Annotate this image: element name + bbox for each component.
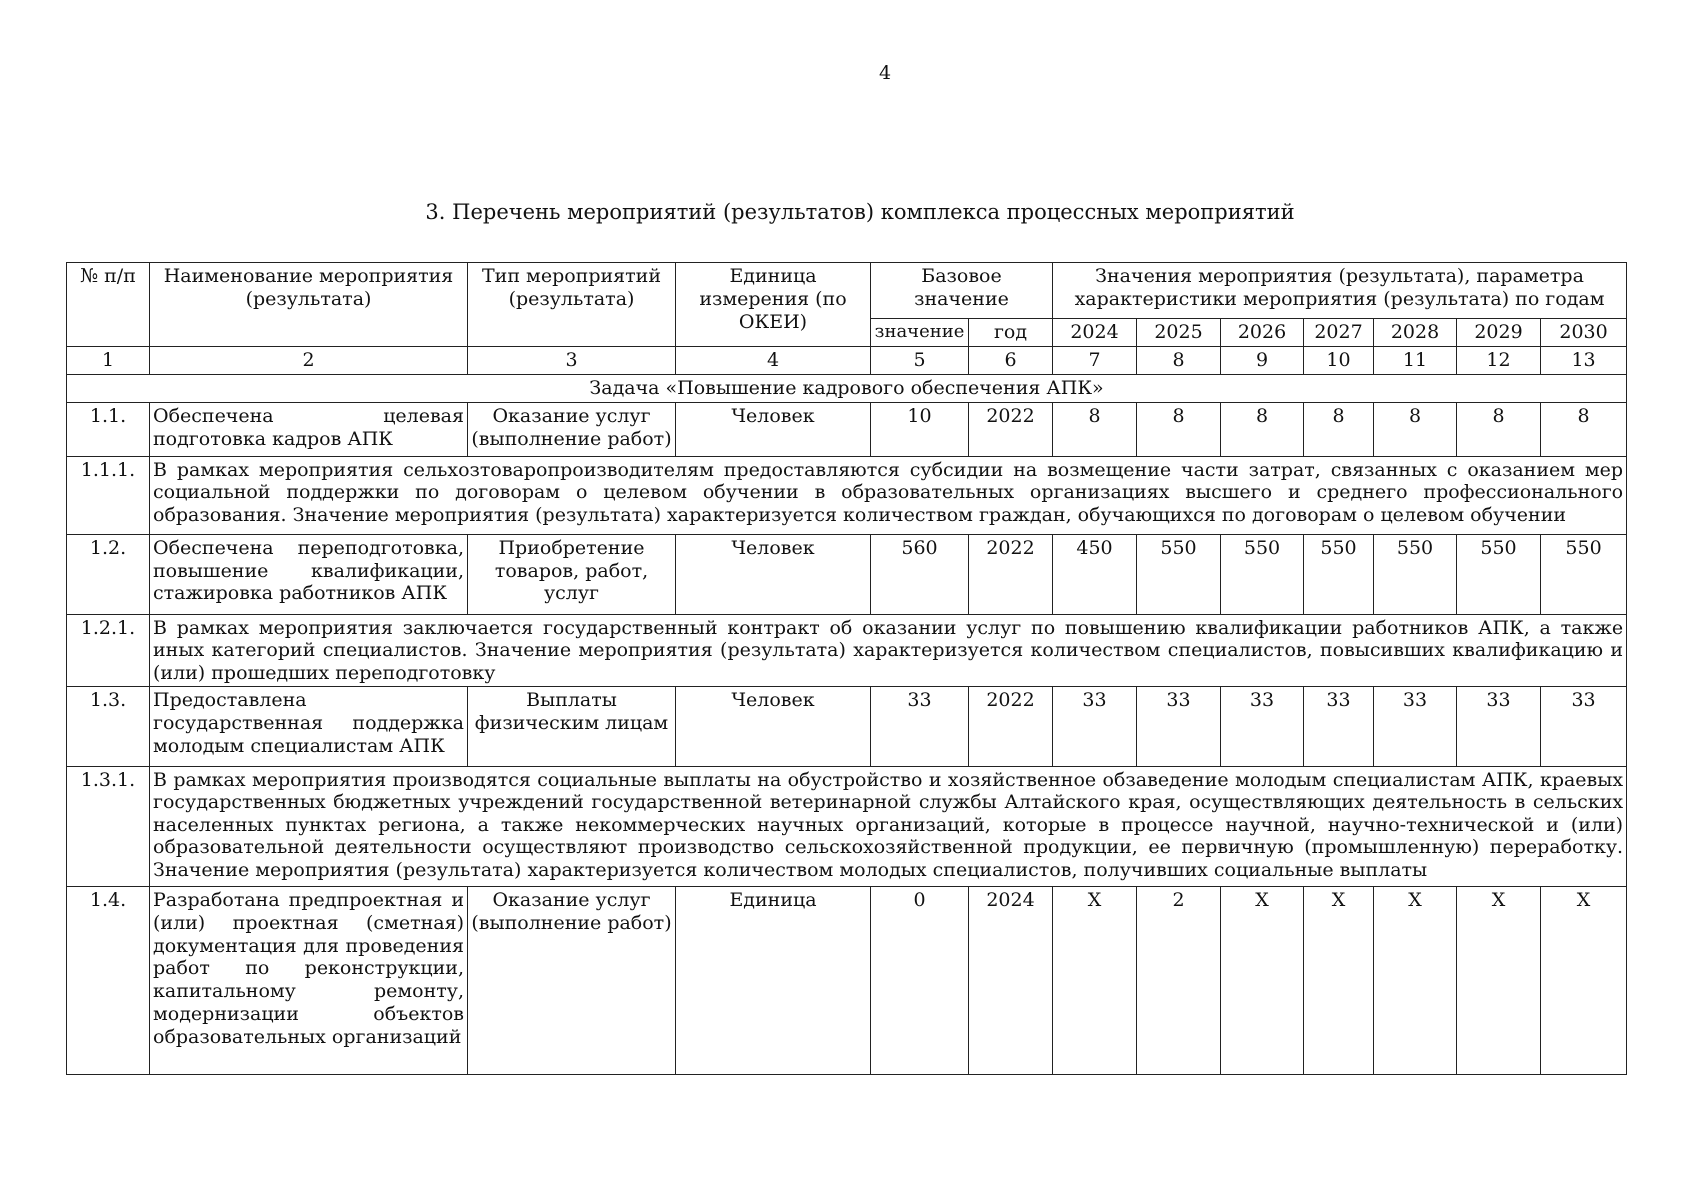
row-value: 8	[1541, 402, 1627, 456]
header-base-value: значение	[871, 319, 969, 347]
row-value: 8	[1053, 402, 1137, 456]
row-value: 8	[1304, 402, 1374, 456]
desc-num: 1.1.1.	[67, 456, 150, 534]
row-unit: Единица	[676, 887, 871, 1075]
row-value: 450	[1053, 534, 1137, 614]
row-value: 33	[1221, 687, 1304, 767]
row-value: 8	[1457, 402, 1541, 456]
row-base-value: 33	[871, 687, 969, 767]
header-year: 2027	[1304, 319, 1374, 347]
row-value: 33	[1374, 687, 1457, 767]
header-unit: Единица измерения (по ОКЕИ)	[676, 263, 871, 347]
task-heading: Задача «Повышение кадрового обеспечения АПК»	[67, 375, 1627, 403]
row-num: 1.4.	[67, 887, 150, 1075]
header-year: 2024	[1053, 319, 1137, 347]
row-value: 8	[1137, 402, 1221, 456]
row-base-value: 10	[871, 402, 969, 456]
description-row	[67, 456, 1627, 534]
row-value: 550	[1304, 534, 1374, 614]
header-year: 2026	[1221, 319, 1304, 347]
header-year: 2028	[1374, 319, 1457, 347]
column-number: 5	[871, 347, 969, 375]
table-row	[67, 534, 1627, 614]
column-number: 3	[468, 347, 676, 375]
column-number: 6	[969, 347, 1053, 375]
row-type: Выплаты физическим лицам	[468, 687, 676, 767]
row-unit: Человек	[676, 687, 871, 767]
row-type: Оказание услуг (выполнение работ)	[468, 402, 676, 456]
column-number: 13	[1541, 347, 1627, 375]
row-base-value: 0	[871, 887, 969, 1075]
header-year: 2029	[1457, 319, 1541, 347]
page-number: 4	[878, 62, 892, 84]
row-num: 1.2.	[67, 534, 150, 614]
column-number: 1	[67, 347, 150, 375]
row-type: Приобретение товаров, работ, услуг	[468, 534, 676, 614]
header-base-year: год	[969, 319, 1053, 347]
column-number: 2	[150, 347, 468, 375]
column-number: 9	[1221, 347, 1304, 375]
row-value: 33	[1541, 687, 1627, 767]
table-row	[67, 402, 1627, 456]
activities-table	[66, 262, 1627, 1075]
desc-num: 1.3.1.	[67, 767, 150, 887]
row-value: 550	[1374, 534, 1457, 614]
row-type: Оказание услуг (выполнение работ)	[468, 887, 676, 1075]
header-num: № п/п	[67, 263, 150, 347]
header-name: Наименование мероприятия (результата)	[150, 263, 468, 347]
row-value: X	[1221, 887, 1304, 1075]
header-base: Базовое значение	[871, 263, 1053, 319]
row-unit: Человек	[676, 402, 871, 456]
column-number: 10	[1304, 347, 1374, 375]
table-row	[67, 687, 1627, 767]
row-num: 1.1.	[67, 402, 150, 456]
column-number: 11	[1374, 347, 1457, 375]
row-value: X	[1053, 887, 1137, 1075]
row-base-year: 2024	[969, 887, 1053, 1075]
column-number: 7	[1053, 347, 1137, 375]
row-base-value: 560	[871, 534, 969, 614]
column-number: 8	[1137, 347, 1221, 375]
row-name: Обеспечена переподготовка, повышение квалификации, стажировка работников АПК	[150, 534, 468, 614]
row-value: 2	[1137, 887, 1221, 1075]
row-num: 1.3.	[67, 687, 150, 767]
description-row	[67, 767, 1627, 887]
row-base-year: 2022	[969, 687, 1053, 767]
row-value: 8	[1374, 402, 1457, 456]
row-name: Предоставлена государственная поддержка молодым специалистам АПК	[150, 687, 468, 767]
row-value: 33	[1053, 687, 1137, 767]
row-value: 550	[1221, 534, 1304, 614]
row-base-year: 2022	[969, 534, 1053, 614]
row-unit: Человек	[676, 534, 871, 614]
row-value: 550	[1137, 534, 1221, 614]
header-values: Значения мероприятия (результата), параметра характеристики мероприятия (результата) по годам	[1053, 263, 1627, 319]
column-number: 4	[676, 347, 871, 375]
header-year: 2030	[1541, 319, 1627, 347]
section-title: 3. Перечень мероприятий (результатов) комплекса процессных мероприятий	[425, 200, 1295, 224]
row-value: X	[1304, 887, 1374, 1075]
row-value: 33	[1304, 687, 1374, 767]
row-base-year: 2022	[969, 402, 1053, 456]
row-value: X	[1457, 887, 1541, 1075]
table-row	[67, 887, 1627, 1075]
desc-text: В рамках мероприятия производятся социальные выплаты на обустройство и хозяйственное обзаведение молодым специалистам АПК, краевых государственных бюджетных учреждений государственной ветеринарной службы Алтайского края, осуществляющих деятельность в сельских населенных пунктах региона, а также некоммерческих научных организаций, которые в процессе научной, научно-технической и (или) образовательной деятельности осуществляют производство сельскохозяйственной продукции, ее первичную (промышленную) переработку. Значение мероприятия (результата) характеризуется количеством молодых специалистов, получивших социальные выплаты	[150, 767, 1627, 887]
row-value: X	[1541, 887, 1627, 1075]
row-value: 8	[1221, 402, 1304, 456]
header-type: Тип мероприятий (результата)	[468, 263, 676, 347]
column-numbers-row	[67, 347, 1627, 375]
row-name: Обеспечена целевая подготовка кадров АПК	[150, 402, 468, 456]
desc-text: В рамках мероприятия сельхозтоваропроизводителям предоставляются субсидии на возмещение части затрат, связанных с оказанием мер социальной поддержки по договорам о целевом обучении в образовательных организациях высшего и среднего профессионального образования. Значение мероприятия (результата) характеризуется количеством граждан, обучающихся по договорам о целевом обучении	[150, 456, 1627, 534]
description-row	[67, 614, 1627, 686]
column-number: 12	[1457, 347, 1541, 375]
row-value: 33	[1137, 687, 1221, 767]
row-value: 33	[1457, 687, 1541, 767]
row-value: 550	[1457, 534, 1541, 614]
header-year: 2025	[1137, 319, 1221, 347]
row-value: 550	[1541, 534, 1627, 614]
desc-text: В рамках мероприятия заключается государственный контракт об оказании услуг по повышению квалификации работников АПК, а также иных категорий специалистов. Значение мероприятия (результата) характеризуется количеством специалистов, повысивших квалификацию и (или) прошедших переподготовку	[150, 614, 1627, 686]
row-name: Разработана предпроектная и (или) проектная (сметная) документация для проведения работ по реконструкции, капитальному ремонту, модернизации объектов образовательных организаций	[150, 887, 468, 1075]
desc-num: 1.2.1.	[67, 614, 150, 686]
row-value: X	[1374, 887, 1457, 1075]
